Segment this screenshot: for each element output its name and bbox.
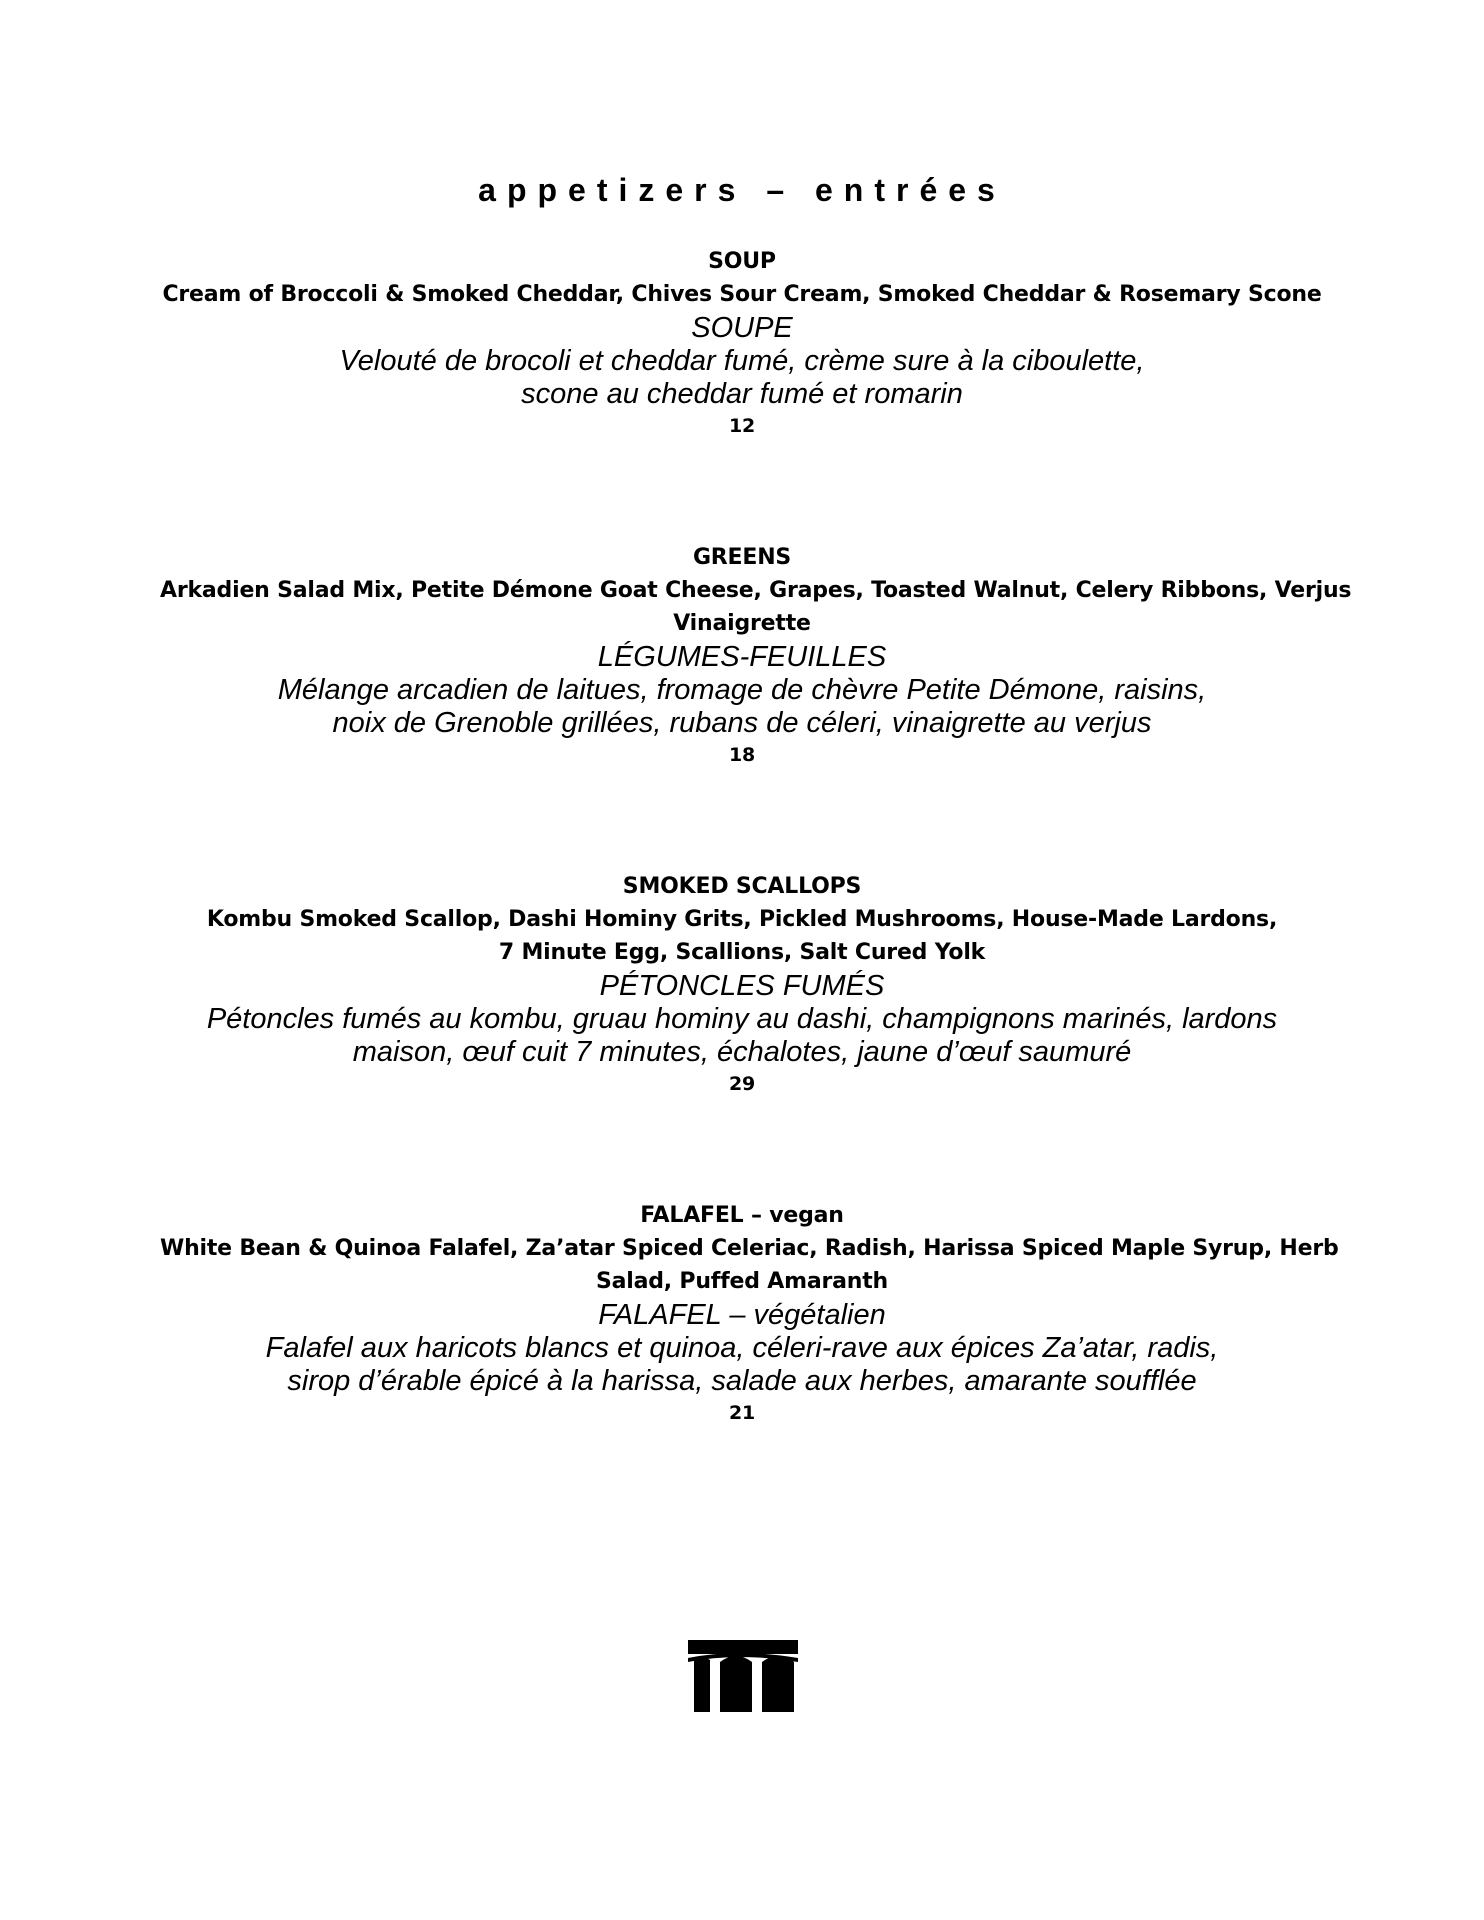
menu-item-soup [160, 245, 1324, 441]
item-price: 29 [728, 1073, 756, 1095]
menu-item-falafel [160, 1199, 1339, 1428]
item-price: 12 [728, 415, 756, 437]
logo-shape [688, 1640, 798, 1712]
item-name-en: FALAFEL – vegan [640, 1203, 844, 1228]
item-name-en: SMOKED SCALLOPS [622, 874, 862, 899]
item-description-en: 7 Minute Egg, Scallions, Salt Cured Yolk [498, 940, 986, 965]
menu-item-smoked-scallops [160, 870, 1324, 1099]
item-description-fr: Falafel aux haricots blancs et quinoa, céleri-rave aux épices Za’atar, radis, [265, 1332, 1219, 1364]
item-description-fr: Velouté de brocoli et cheddar fumé, crème sure à la ciboulette, [339, 345, 1145, 377]
item-name-en: GREENS [692, 545, 792, 570]
item-description-en: Kombu Smoked Scallop, Dashi Hominy Grits, Pickled Mushrooms, House-Made Lardons, [206, 907, 1278, 932]
item-name-fr: FALAFEL – végétalien [598, 1299, 886, 1331]
item-name-en: SOUP [708, 249, 776, 274]
item-description-fr: maison, œuf cuit 7 minutes, échalotes, jaune d’œuf saumuré [352, 1036, 1132, 1068]
item-description-fr: scone au cheddar fumé et romarin [521, 378, 963, 410]
item-description-fr: noix de Grenoble grillées, rubans de céleri, vinaigrette au verjus [332, 707, 1152, 739]
item-description-en: Cream of Broccoli & Smoked Cheddar, Chives Sour Cream, Smoked Cheddar & Rosemary Scone [162, 282, 1322, 307]
arches-logo-icon [688, 1640, 798, 1712]
item-description-en: White Bean & Quinoa Falafel, Za’atar Spiced Celeriac, Radish, Harissa Spiced Maple Syrup, Herb [160, 1236, 1339, 1261]
menu-item-greens [160, 541, 1352, 770]
menu-section-title: appetizers – entrées [478, 172, 1006, 208]
item-description-fr: Pétoncles fumés au kombu, gruau hominy au dashi, champignons marinés, lardons [206, 1003, 1278, 1035]
item-description-fr: Mélange arcadien de laitues, fromage de chèvre Petite Démone, raisins, [277, 674, 1207, 706]
item-description-en: Vinaigrette [673, 611, 811, 636]
item-description-en: Salad, Puffed Amaranth [595, 1269, 889, 1294]
item-description-en: Arkadien Salad Mix, Petite Démone Goat Cheese, Grapes, Toasted Walnut, Celery Ribbons, Verjus [160, 578, 1352, 603]
item-name-fr: LÉGUMES-FEUILLES [597, 641, 887, 673]
item-price: 18 [728, 744, 756, 766]
item-name-fr: PÉTONCLES FUMÉS [599, 970, 885, 1002]
item-price: 21 [728, 1402, 756, 1424]
item-name-fr: SOUPE [691, 312, 793, 344]
item-description-fr: sirop d’érable épicé à la harissa, salade aux herbes, amarante soufflée [287, 1365, 1197, 1397]
